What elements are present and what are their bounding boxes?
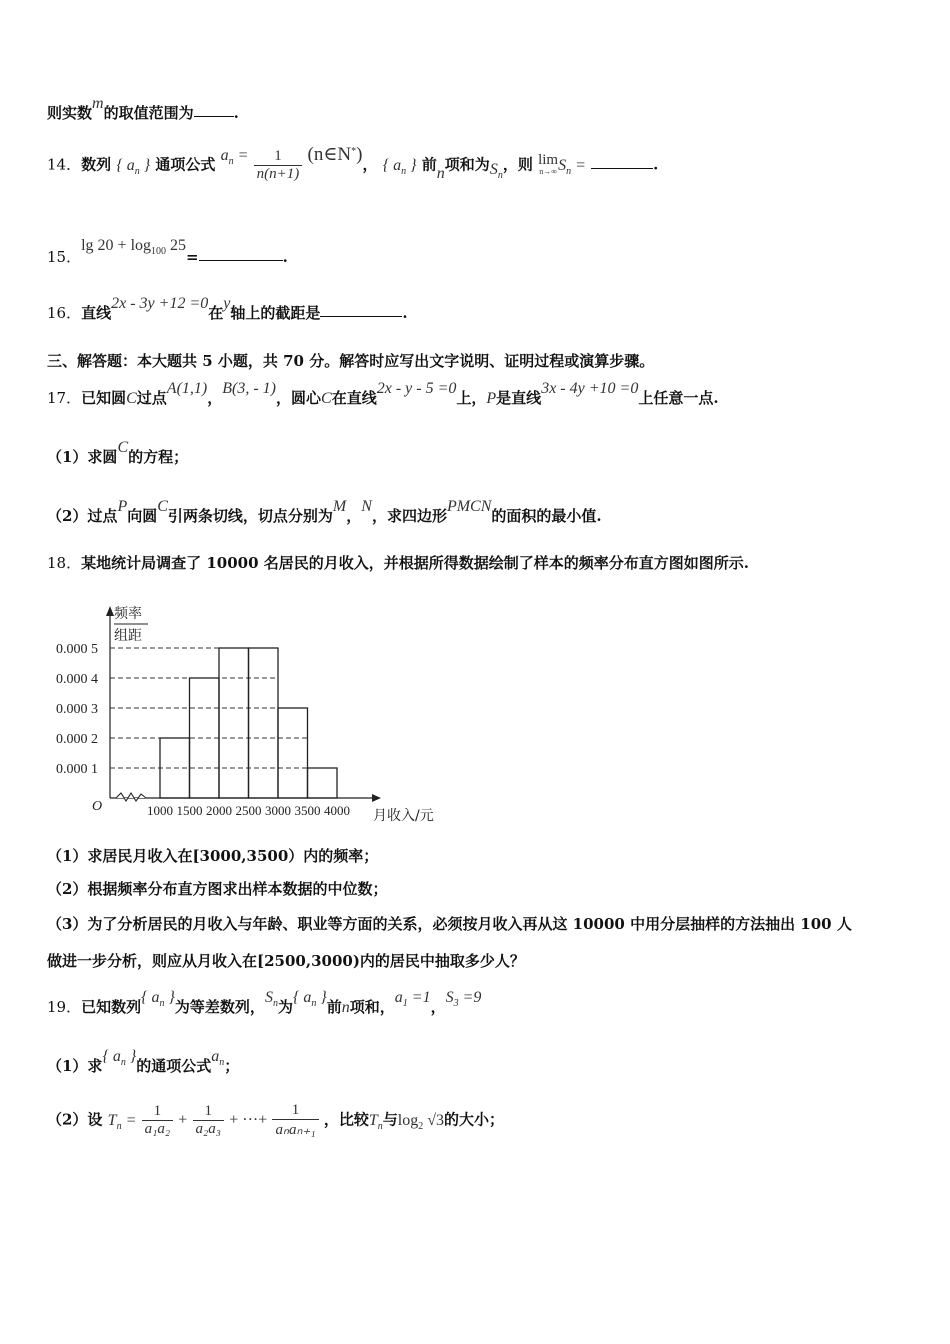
origin-label: O — [92, 799, 103, 814]
text: 前 — [326, 998, 342, 1016]
text: 为等差数列， — [174, 998, 265, 1016]
question-18 — [47, 552, 749, 573]
y-axis-label-bottom: 组距 — [114, 628, 142, 644]
question-14 — [47, 143, 659, 183]
question-number: 17． — [47, 389, 82, 407]
text: ，求四边形 — [371, 507, 447, 525]
histogram-bar — [249, 648, 279, 798]
text: . — [402, 304, 408, 322]
answer-blank — [199, 259, 283, 261]
fraction-1: $\frac{1}{\text{a₁a₂}}$ — [142, 1103, 173, 1138]
y-axis-label-top: 频率 — [114, 606, 142, 622]
math-A: A(1,1) — [166, 380, 208, 397]
text: （1）求圆 — [47, 448, 118, 466]
text: 上任意一点. — [638, 389, 719, 407]
question-18-part-2: （2）根据频率分布直方图求出样本数据的中位数； — [47, 880, 388, 898]
text: 与 — [382, 1110, 398, 1129]
question-19-part-1 — [47, 1048, 240, 1078]
text: ， — [346, 507, 362, 525]
text: ， — [430, 998, 446, 1016]
section-heading: 三、解答题：本大题共 5 小题，共 70 分。解答时应写出文字说明、证明过程或演算步骤。 — [47, 352, 655, 370]
x-tick-label: 1500 — [176, 803, 203, 818]
math-C: C — [126, 390, 137, 407]
y-tick-label: 0.000 3 — [56, 702, 98, 717]
x-tick-label: 3000 — [265, 803, 291, 818]
question-number: 19． — [47, 998, 82, 1016]
math-line: 2x - 3y +12 =0 — [111, 295, 209, 312]
text: （2）设 — [47, 1110, 103, 1129]
text: 的取值范围为 — [103, 104, 194, 122]
text: 项和， — [349, 998, 395, 1016]
math-limS: $S_n$ = — [558, 156, 586, 177]
text: （1）求 — [47, 1057, 103, 1075]
axis-break — [116, 793, 146, 801]
math-an: $a_n$ — [211, 1048, 225, 1068]
x-axis-label: 月收入/元 — [373, 808, 434, 824]
math-Tn: $T_n$ = — [107, 1111, 137, 1132]
text: ，比较 — [323, 1110, 369, 1129]
question-19 — [47, 989, 482, 1019]
text: 直线 — [81, 304, 112, 322]
fraction-2: $\frac{1}{\text{a₂a₃}}$ — [193, 1103, 224, 1138]
math-S3: $S_3 =9$ — [445, 989, 482, 1009]
math-a1: $a_1 =1$ — [394, 989, 431, 1009]
text: 引两条切线，切点分别为 — [167, 507, 333, 525]
math-an: $a_n$ = — [220, 146, 249, 167]
text: 已知圆 — [81, 389, 127, 407]
text: 已知数列 — [81, 998, 142, 1016]
answer-blank — [194, 115, 234, 117]
math-line1: 2x - y - 5 =0 — [376, 380, 457, 397]
text: 在 — [208, 304, 224, 322]
question-number: 16． — [47, 304, 82, 322]
question-number: 15． — [47, 248, 82, 266]
fraction: $\frac{1}{n(n+1)}$ — [254, 148, 303, 183]
math-N: N — [361, 498, 372, 515]
text: ， — [207, 389, 223, 407]
math-P: P — [117, 498, 128, 515]
math-line2: 3x - 4y +10 =0 — [541, 380, 639, 397]
answer-blank — [320, 315, 402, 317]
histogram-chart — [40, 598, 470, 830]
math-y: y — [223, 295, 231, 312]
text: = — [186, 248, 199, 266]
text: 为 — [277, 998, 293, 1016]
math-Sn: $S_n$ — [264, 989, 278, 1009]
x-tick-label: 4000 — [324, 803, 350, 818]
text: 过点 — [136, 389, 167, 407]
math-m: m — [92, 95, 104, 112]
y-tick-label: 0.000 1 — [56, 762, 98, 777]
text: . — [653, 155, 659, 174]
question-18-part-1: （1）求居民月收入在[3000,3500）内的频率； — [47, 847, 379, 865]
text: 的面积的最小值. — [491, 507, 602, 525]
x-axis-arrow — [372, 794, 381, 802]
math-M: M — [332, 498, 347, 515]
question-16 — [47, 295, 408, 323]
math-B: B(3, - 1) — [222, 380, 277, 397]
text: 则实数 — [47, 104, 93, 122]
y-axis-arrow — [106, 606, 114, 616]
math-n: n — [436, 164, 445, 182]
math-limit: lim n→∞ — [538, 151, 559, 176]
x-tick-label: 2500 — [235, 803, 262, 818]
math-C: C — [321, 390, 332, 407]
fraction-3: $\frac{1}{\text{aₙaₙ₊₁}}$ — [272, 1102, 318, 1139]
question-18-part-3-cont: 做进一步分析，则应从月收入在[2500,3000)内的居民中抽取多少人？ — [47, 952, 525, 970]
text: . — [282, 248, 288, 266]
histogram-bar — [278, 708, 308, 798]
question-18-part-3: （3）为了分析居民的月收入与年龄、职业等方面的关系，必须按月收入再从这 10000 中用分层抽样的方法抽出 100 人 — [47, 915, 852, 933]
math-n: n — [341, 999, 350, 1016]
text: ， — [362, 155, 378, 174]
text: . — [233, 104, 239, 122]
math-seq: { $a_n$ } — [116, 156, 151, 177]
text: 是直线 — [496, 389, 542, 407]
x-tick-label: 3500 — [294, 803, 321, 818]
y-tick-label: 0.000 5 — [56, 642, 98, 657]
histogram-bar — [219, 648, 249, 798]
question-17-part-2 — [47, 498, 602, 526]
math-plus: + — [178, 1111, 188, 1129]
text: 前 — [421, 155, 437, 174]
answer-blank — [591, 167, 653, 169]
math-C: C — [117, 439, 129, 456]
text: 的方程； — [128, 448, 189, 466]
question-17 — [47, 380, 719, 408]
math-seq: { $a_n$ } — [102, 1048, 137, 1068]
x-tick-label: 2000 — [206, 803, 232, 818]
math-seq2: { $a_n$ } — [292, 989, 327, 1009]
text: ； — [224, 1057, 240, 1075]
math-Tn: $T_n$ — [368, 1111, 383, 1132]
math-cond: (n∈N*) — [307, 143, 363, 165]
math-PMCN: PMCN — [446, 498, 492, 515]
math-dots: + ···+ — [229, 1111, 268, 1129]
question-number: 14． — [47, 155, 82, 174]
y-tick-label: 0.000 4 — [56, 672, 98, 687]
math-C: C — [157, 498, 168, 515]
text: ，圆心 — [276, 389, 322, 407]
math-seq: { $a_n$ } — [141, 989, 175, 1009]
math-P: P — [486, 390, 497, 407]
text: 上， — [456, 389, 487, 407]
question-19-part-2 — [47, 1102, 504, 1139]
text: 向圆 — [127, 507, 158, 525]
text: 数列 — [81, 155, 112, 174]
q13-tail — [47, 95, 239, 123]
question-17-part-1 — [47, 439, 189, 467]
text: 项和为 — [444, 155, 490, 174]
text: 轴上的截距是 — [230, 304, 321, 322]
text: （2）过点 — [47, 507, 118, 525]
text: 的大小； — [443, 1110, 504, 1129]
math-log: $\log_2 √3$ — [397, 1111, 444, 1132]
histogram-bar — [308, 768, 338, 798]
math-seq2: { $a_n$ } — [382, 156, 417, 177]
math-sn: $S_n$ — [489, 160, 503, 181]
text: ，则 — [502, 155, 533, 174]
y-tick-label: 0.000 2 — [56, 732, 98, 747]
question-15 — [47, 237, 288, 266]
x-tick-label: 1000 — [147, 803, 173, 818]
text: 通项公式 — [155, 155, 216, 174]
text: 在直线 — [331, 389, 377, 407]
question-number: 18． — [47, 554, 82, 572]
math-expr: $\lg 20 + \log_{100} 25$ — [81, 237, 187, 257]
text: 的通项公式 — [136, 1057, 212, 1075]
text: 某地统计局调查了 10000 名居民的月收入，并根据所得数据绘制了样本的频率分布直方图如图所示. — [81, 554, 749, 572]
